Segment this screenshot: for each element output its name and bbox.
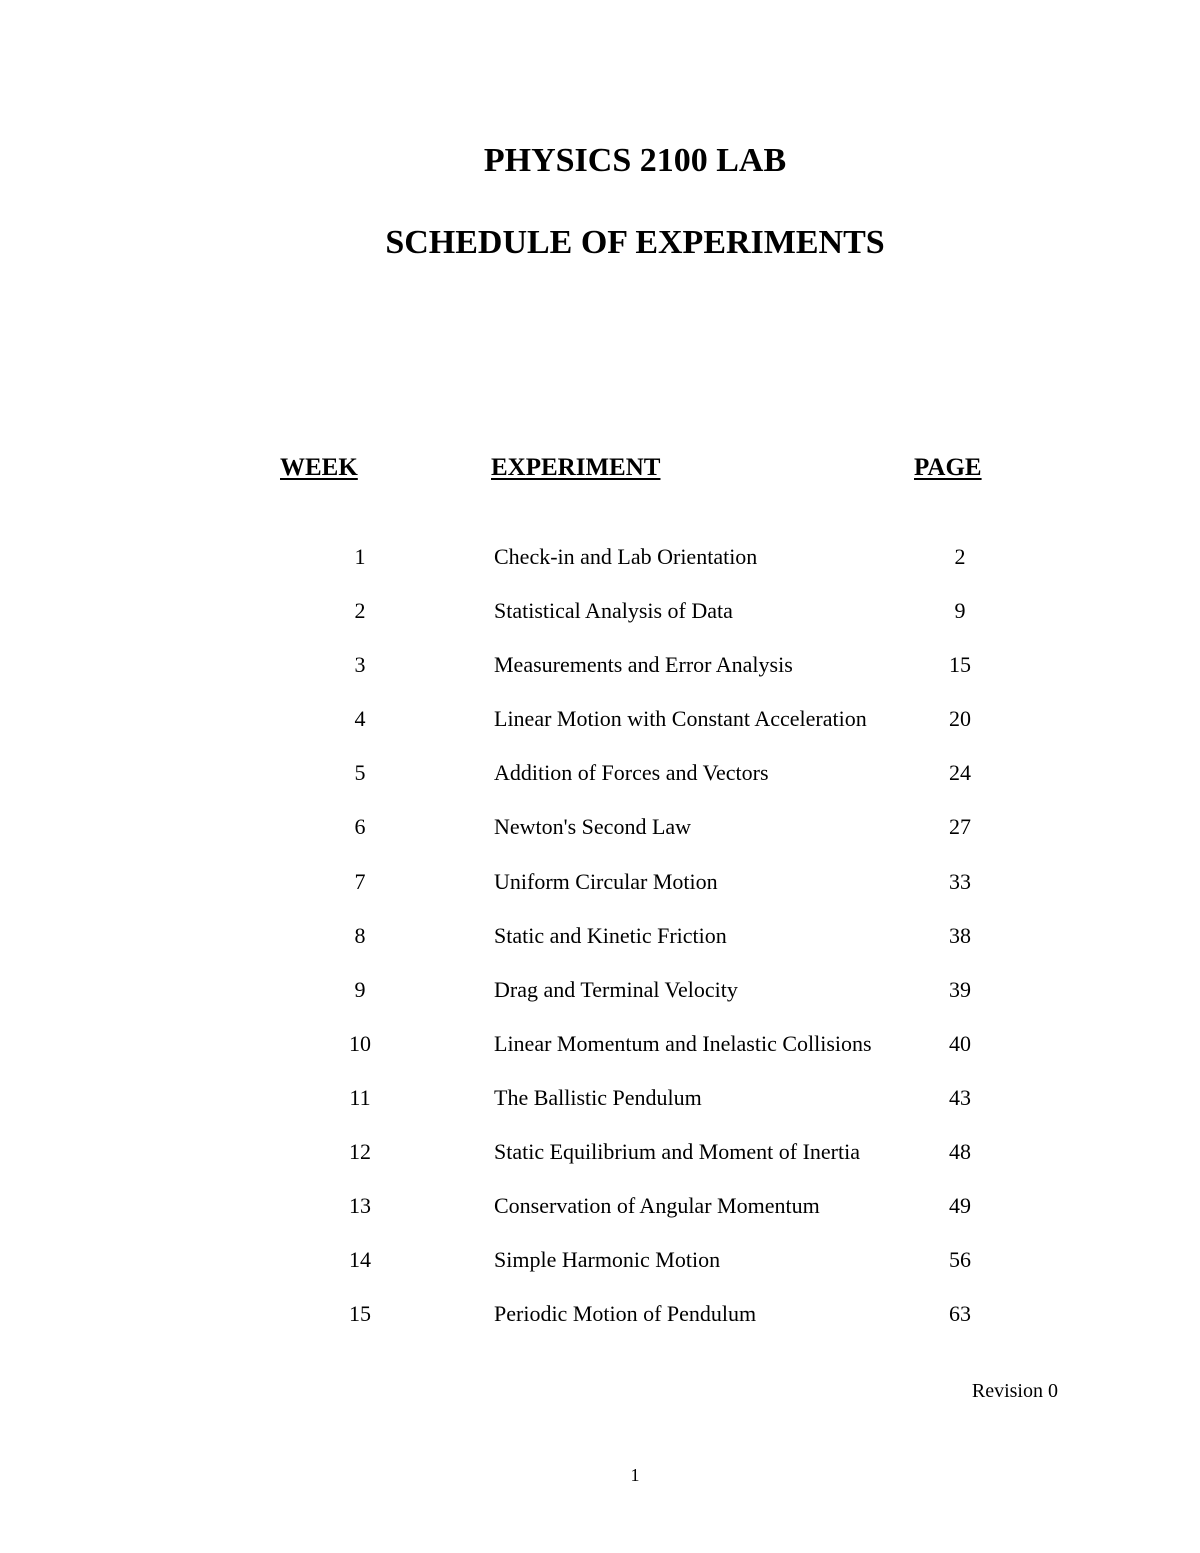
page-cell: 49 — [949, 1193, 971, 1219]
page-cell: 43 — [949, 1084, 971, 1110]
week-cell: 5 — [354, 760, 366, 786]
table-row — [0, 963, 1200, 1017]
table-row — [0, 746, 1200, 800]
week-cell: 14 — [349, 1247, 371, 1273]
experiment-cell: Static and Kinetic Friction — [494, 922, 727, 948]
experiment-cell: Addition of Forces and Vectors — [494, 760, 769, 786]
table-row — [0, 1287, 1200, 1341]
column-header-week: WEEK — [280, 454, 358, 481]
table-row — [0, 692, 1200, 746]
page-cell: 33 — [949, 868, 971, 894]
column-header-experiment: EXPERIMENT — [491, 454, 661, 481]
experiment-cell: Statistical Analysis of Data — [494, 598, 733, 624]
page-number: 1 — [630, 1465, 640, 1485]
table-row — [0, 638, 1200, 692]
experiment-cell: Static Equilibrium and Moment of Inertia — [494, 1139, 860, 1165]
table-row — [0, 1233, 1200, 1287]
page-cell: 56 — [949, 1247, 971, 1273]
experiment-cell: Measurements and Error Analysis — [494, 652, 793, 678]
week-cell: 13 — [349, 1193, 371, 1219]
page-cell: 9 — [954, 598, 966, 624]
week-cell: 2 — [354, 598, 366, 624]
experiment-cell: Newton's Second Law — [494, 814, 692, 840]
table-row — [0, 584, 1200, 638]
table-row — [0, 800, 1200, 854]
week-cell: 9 — [354, 976, 366, 1002]
page-cell: 63 — [949, 1301, 971, 1327]
page-cell: 20 — [949, 706, 971, 732]
experiment-cell: Uniform Circular Motion — [494, 868, 718, 894]
page-cell: 27 — [949, 814, 971, 840]
week-cell: 15 — [349, 1301, 371, 1327]
column-header-page: PAGE — [914, 454, 982, 481]
experiment-cell: Conservation of Angular Momentum — [494, 1193, 820, 1219]
revision-label: Revision 0 — [971, 1380, 1058, 1402]
week-cell: 7 — [354, 868, 366, 894]
week-cell: 8 — [354, 922, 366, 948]
table-row — [0, 855, 1200, 909]
week-cell: 6 — [354, 814, 366, 840]
week-cell: 1 — [354, 544, 366, 569]
week-cell: 3 — [354, 652, 366, 678]
experiment-cell: Periodic Motion of Pendulum — [494, 1301, 757, 1327]
table-row — [0, 1071, 1200, 1125]
week-cell: 4 — [354, 706, 366, 732]
table-row — [0, 1125, 1200, 1179]
page-cell: 15 — [949, 652, 971, 678]
page-cell: 38 — [949, 922, 971, 948]
page-cell: 48 — [949, 1139, 971, 1165]
table-row — [0, 1017, 1200, 1071]
page-cell: 2 — [954, 544, 966, 569]
week-cell: 12 — [349, 1139, 371, 1165]
week-cell: 11 — [349, 1084, 371, 1110]
page-cell: 40 — [949, 1030, 971, 1056]
table-row — [0, 530, 1200, 584]
experiment-cell: Drag and Terminal Velocity — [494, 976, 738, 1002]
experiment-cell: Simple Harmonic Motion — [494, 1247, 721, 1273]
page-title: PHYSICS 2100 LAB — [483, 142, 787, 179]
table-row — [0, 1179, 1200, 1233]
page-subtitle: SCHEDULE OF EXPERIMENTS — [385, 224, 885, 261]
page-cell: 24 — [949, 760, 971, 786]
experiment-cell: The Ballistic Pendulum — [494, 1084, 702, 1110]
experiment-cell: Linear Momentum and Inelastic Collisions — [494, 1030, 872, 1056]
experiment-cell: Linear Motion with Constant Acceleration — [494, 706, 867, 732]
week-cell: 10 — [349, 1030, 371, 1056]
page-cell: 39 — [949, 976, 971, 1002]
table-row — [0, 909, 1200, 963]
schedule-table — [0, 530, 1200, 1341]
experiment-cell: Check-in and Lab Orientation — [494, 544, 758, 569]
